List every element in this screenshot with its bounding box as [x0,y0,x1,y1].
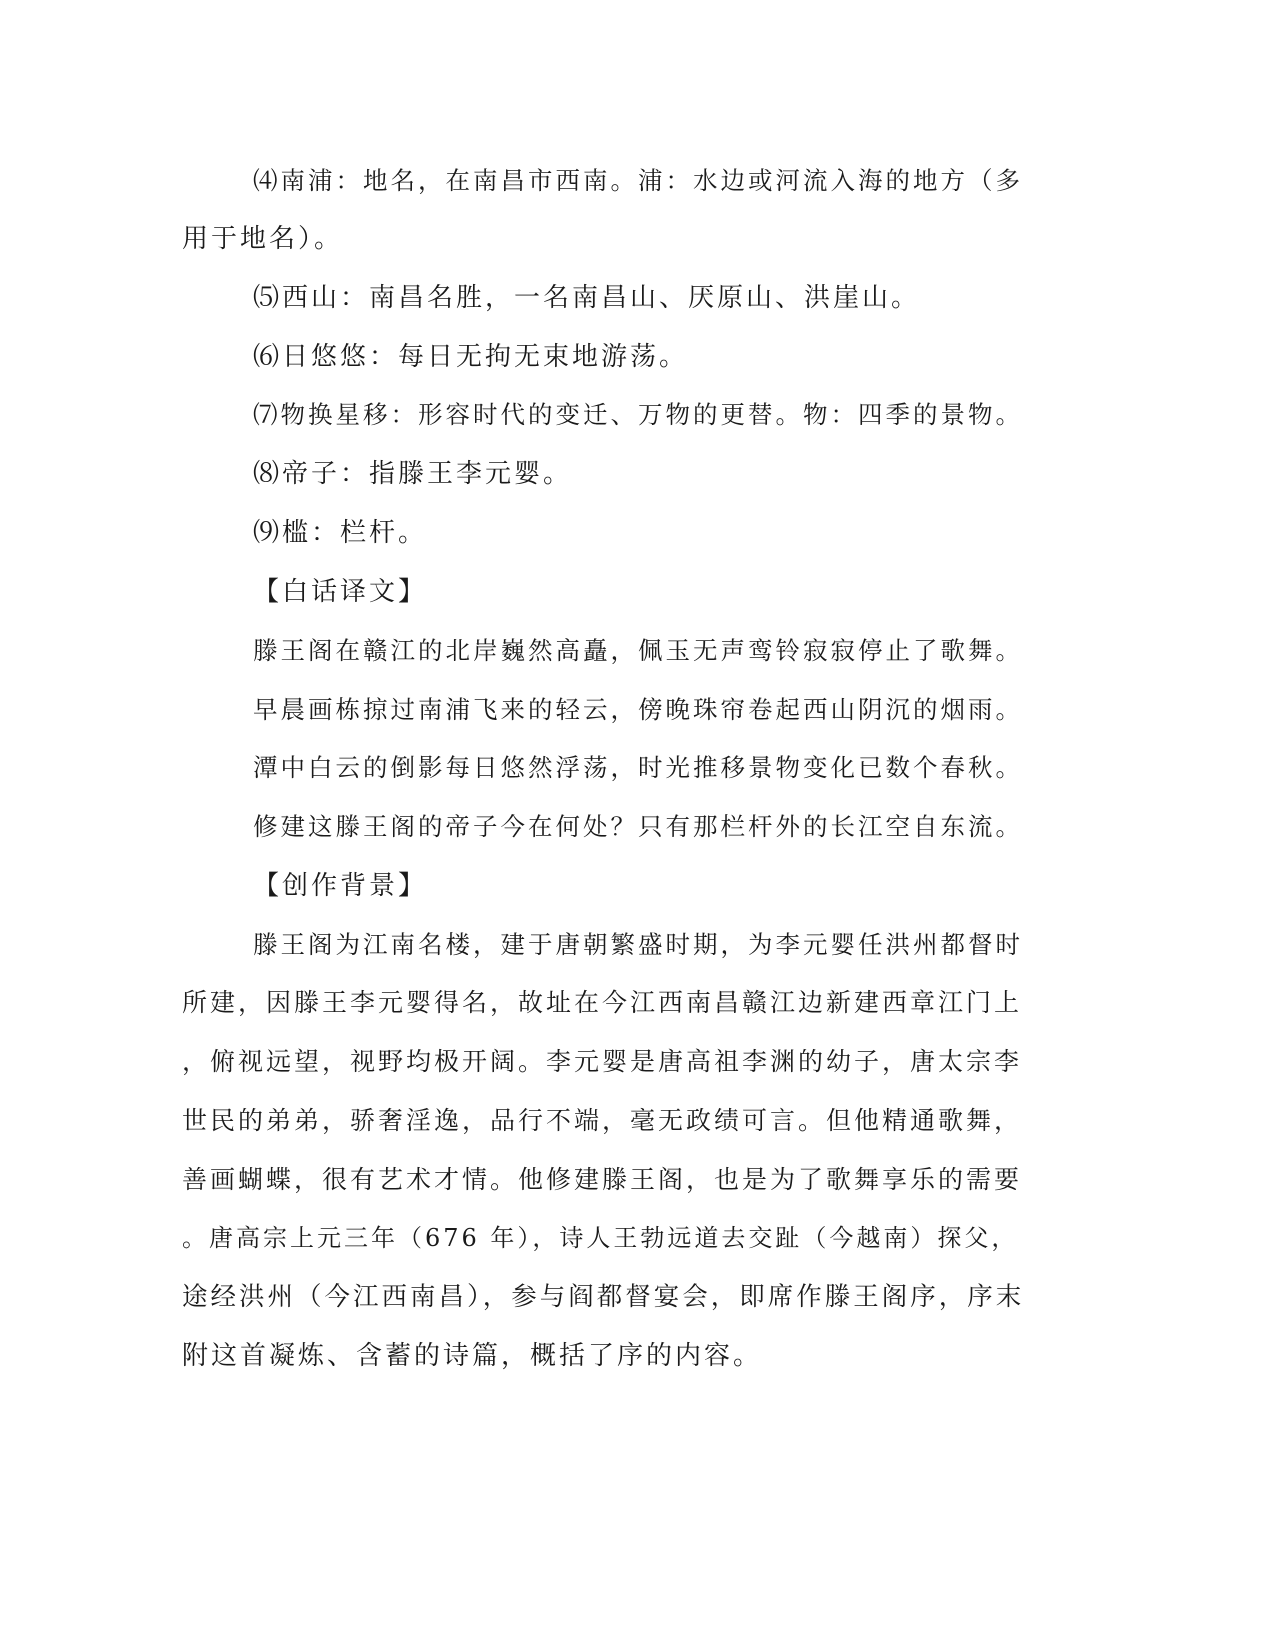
note-7: ⑺物换星移：形容时代的变迁、万物的更替。物：四季的景物。 [253,400,1023,429]
background-line: ，俯视远望，视野均极开阔。李元婴是唐高祖李渊的幼子，唐太宗李 [182,1047,1023,1076]
background-line: 世民的弟弟，骄奢淫逸，品行不端，毫无政绩可言。但他精通歌舞， [182,1106,1023,1135]
translation-line: 滕王阁在赣江的北岸巍然高矗，佩玉无声鸾铃寂寂停止了歌舞。 [253,636,1023,665]
background-heading: 【创作背景】 [253,871,428,901]
translation-heading: 【白话译文】 [253,577,428,607]
background-line: 所建，因滕王李元婴得名，故址在今江西南昌赣江边新建西章江门上 [182,988,1023,1017]
background-line: 滕王阁为江南名楼，建于唐朝繁盛时期，为李元婴任洪州都督时 [253,930,1023,959]
background-line: 附这首凝炼、含蓄的诗篇，概括了序的内容。 [182,1341,763,1371]
note-4-line-2: 用于地名）。 [182,224,344,254]
translation-line: 早晨画栋掠过南浦飞来的轻云，傍晚珠帘卷起西山阴沉的烟雨。 [253,695,1023,724]
translation-line: 潭中白云的倒影每日悠然浮荡，时光推移景物变化已数个春秋。 [253,753,1023,782]
note-6: ⑹日悠悠：每日无拘无束地游荡。 [253,342,689,372]
note-8: ⑻帝子：指滕王李元婴。 [253,459,573,489]
background-line: 善画蝴蝶，很有艺术才情。他修建滕王阁，也是为了歌舞享乐的需要 [182,1165,1023,1194]
note-4-line-1: ⑷南浦：地名，在南昌市西南。浦：水边或河流入海的地方（多 [253,166,1023,195]
background-line: 。唐高宗上元三年（676 年），诗人王勃远道去交趾（今越南）探父， [182,1224,1019,1252]
note-9: ⑼槛：栏杆。 [253,518,428,548]
note-5: ⑸西山：南昌名胜，一名南昌山、厌原山、洪崖山。 [253,283,921,313]
translation-line: 修建这滕王阁的帝子今在何处？只有那栏杆外的长江空自东流。 [253,812,1023,841]
background-line: 途经洪州（今江西南昌），参与阎都督宴会，即席作滕王阁序，序末 [182,1282,1025,1312]
